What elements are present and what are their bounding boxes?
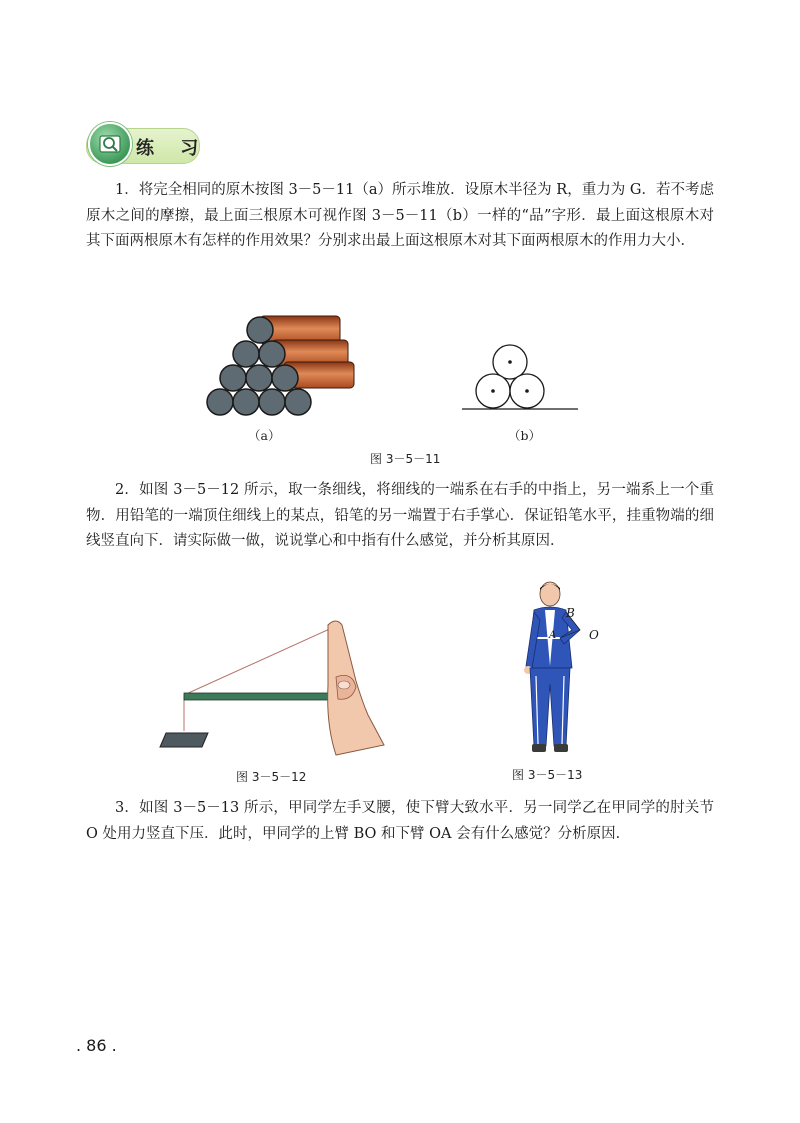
log-pile-illustration — [200, 312, 360, 418]
figure-3-5-11-caption: 图 3－5－11 — [370, 452, 441, 466]
figure-3-5-12-caption: 图 3－5－12 — [236, 770, 307, 784]
exercise-1-text: 1．将完全相同的原木按图 3－5－11（a）所示堆放．设原木半径为 R，重力为 G．若不考虑原木之间的摩擦，最上面三根原木可视作图 3－5－11（b）一样的“品”字形．最上面这根原木对其下面两根原木有怎样的作用效果？分别求出最上面这根原木对其下面两根原木的作用力大小． — [86, 182, 714, 249]
figure-label-a: （a） — [248, 428, 281, 443]
point-b-label: B — [566, 606, 575, 620]
exercise-3-text: 3．如图 3－5－13 所示，甲同学左手叉腰，使下臂大致水平．另一同学乙在甲同学的肘关节 O 处用力竖直下压．此时，甲同学的上臂 BO 和下臂 OA 会有什么感觉？分析原因． — [86, 800, 714, 842]
figure-label-b: （b） — [508, 428, 542, 443]
page-number: . 86 . — [76, 1036, 117, 1055]
magnifier-icon — [88, 122, 132, 166]
exercise-2-text: 2．如图 3－5－12 所示，取一条细线，将细线的一端系在右手的中指上，另一端系上一个重物．用铅笔的一端顶住细线上的某点，铅笔的另一端置于右手掌心．保证铅笔水平，挂重物端的细线竖直向下．请实际做一做，说说掌心和中指有什么感觉，并分析其原因． — [86, 482, 714, 549]
section-heading: 练 习 — [136, 138, 209, 159]
pencil-string-illustration — [156, 615, 392, 757]
point-o-label: O — [589, 628, 599, 642]
circles-diagram — [458, 338, 582, 414]
point-a-label: A — [549, 630, 557, 641]
figure-3-5-13-caption: 图 3－5－13 — [512, 768, 583, 782]
student-illustration — [512, 580, 608, 758]
